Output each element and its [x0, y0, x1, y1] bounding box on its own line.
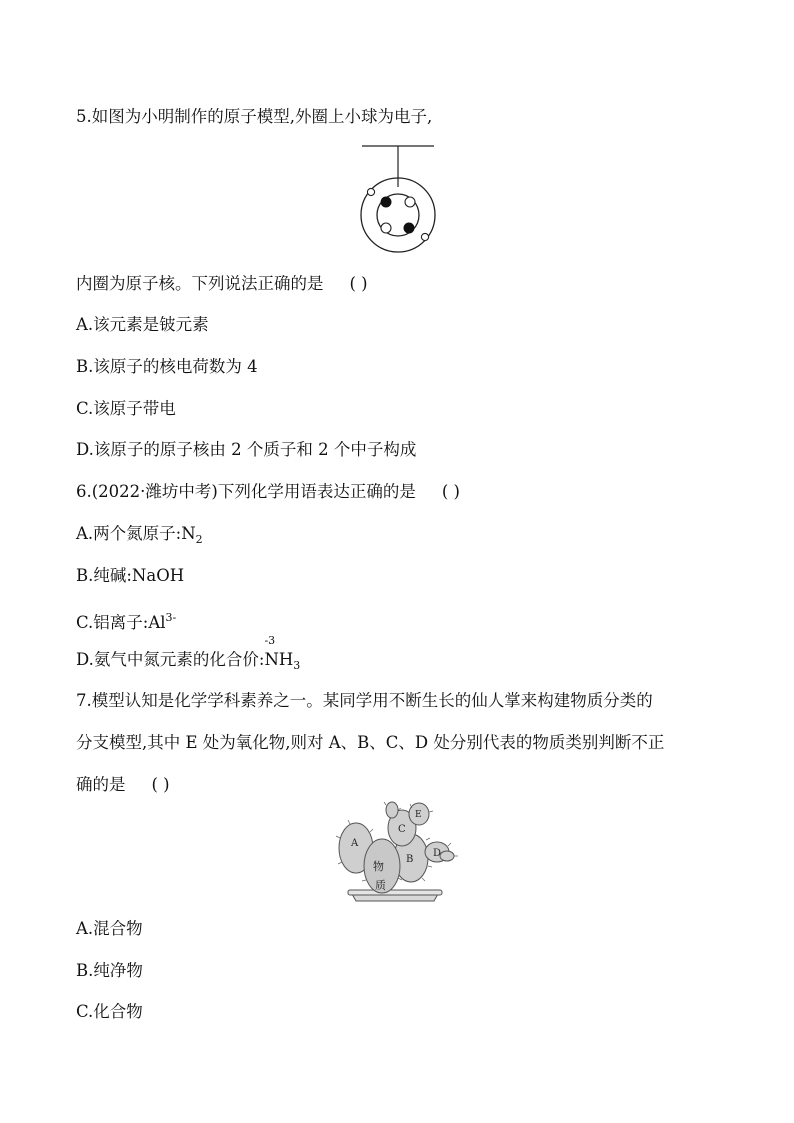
answer-bracket: ( )	[441, 482, 460, 501]
valence-formula	[264, 634, 294, 671]
q5-stem-text: 内圈为原子核。下列说法正确的是	[76, 274, 324, 293]
atom-model-figure	[358, 140, 438, 256]
q5-stem-line2	[76, 273, 368, 295]
q5-option-d: D.该原子的原子核由 2 个质子和 2 个中子构成	[76, 440, 417, 459]
q5-option-b: B.该原子的核电荷数为 4	[76, 357, 258, 376]
q6-option-d	[76, 634, 301, 677]
q7-option-b: B.纯净物	[76, 961, 143, 980]
q7-option-c: C.化合物	[76, 1002, 143, 1021]
formula: NH	[264, 650, 294, 669]
q6-option-c	[76, 607, 176, 634]
label-e: E	[415, 810, 422, 820]
q6-stem-text: 6.(2022·潍坊中考)下列化学用语表达正确的是	[76, 482, 416, 501]
subscript: 2	[195, 533, 203, 546]
answer-bracket: ( )	[151, 775, 170, 794]
subscript: 3	[293, 659, 301, 672]
superscript: 3-	[165, 611, 177, 624]
label-zhi: 质	[375, 879, 386, 892]
q5-option-a: A.该元素是铍元素	[76, 315, 209, 334]
label-wu: 物	[373, 860, 384, 873]
q5-stem-line1: 5.如图为小明制作的原子模型,外圈上小球为电子,	[76, 107, 433, 126]
label-c: C	[398, 824, 406, 835]
q6-option-d-text: D.氨气中氮元素的化合价:	[76, 650, 265, 669]
q6-option-a	[76, 523, 203, 551]
q7-stem-line3	[76, 774, 170, 796]
q5-option-c: C.该原子带电	[76, 399, 176, 418]
q6-stem-line	[76, 481, 460, 503]
label-b: B	[406, 854, 414, 865]
q7-option-a: A.混合物	[76, 919, 143, 938]
label-a: A	[351, 838, 359, 849]
label-d: D	[433, 848, 442, 859]
q7-stem-line1: 7.模型认知是化学学科素养之一。某同学用不断生长的仙人掌来构建物质分类的	[76, 691, 653, 710]
q6-option-a-text: A.两个氮原子:N	[76, 524, 196, 543]
q6-option-c-text: C.铝离子:Al	[76, 613, 166, 632]
answer-bracket: ( )	[349, 274, 368, 293]
q7-stem-line2: 分支模型,其中 E 处为氧化物,则对 A、B、C、D 处分别代表的物质类别判断不正	[76, 733, 665, 752]
cactus-classification-figure	[334, 800, 460, 906]
q6-option-b: B.纯碱:NaOH	[76, 566, 185, 585]
q7-stem-text: 确的是	[76, 775, 126, 794]
valence-mark: -3	[264, 634, 276, 647]
